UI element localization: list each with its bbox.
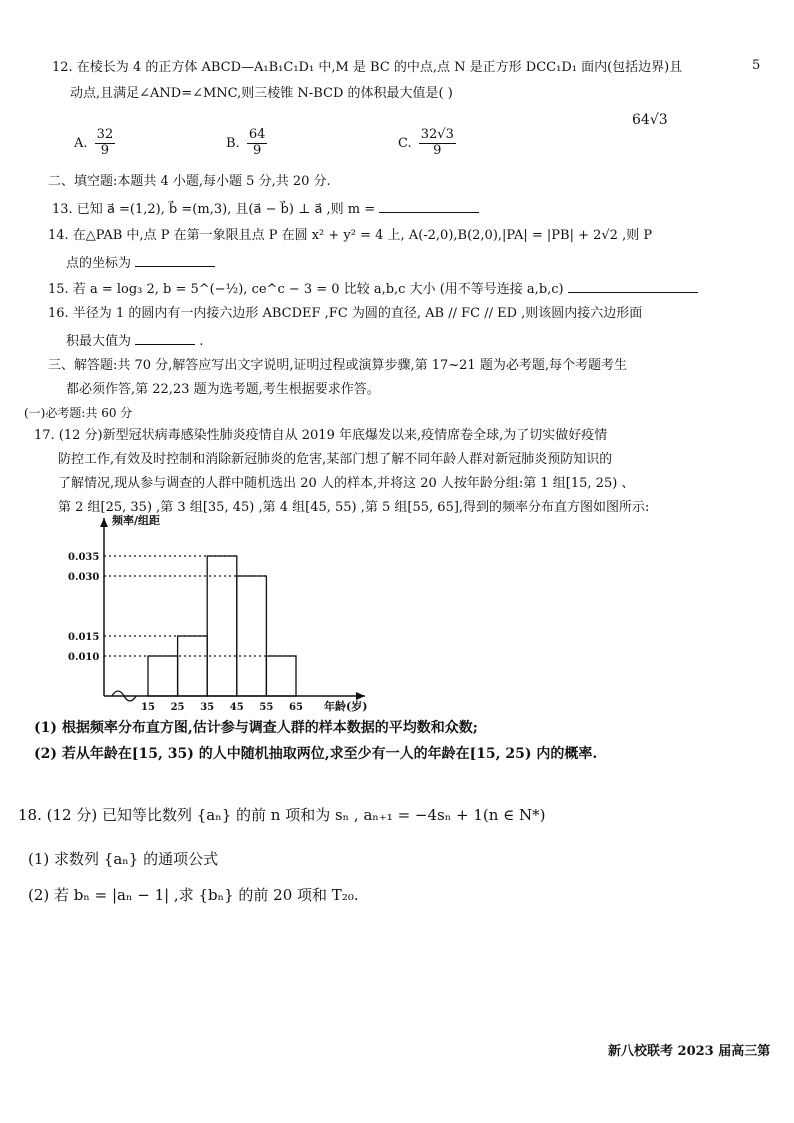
q18-line1: 18. (12 分) 已知等比数列 {aₙ} 的前 n 项和为 sₙ , aₙ₊₁ = −4sₙ + 1(n ∈ N*) — [18, 806, 546, 824]
frequency-histogram — [60, 512, 380, 712]
q13: 13. 已知 a⃗ =(1,2), b⃗ =(m,3), 且(a⃗ − b⃗) ⊥ a⃗ ,则 m = — [52, 200, 479, 218]
y-tick-label: 0.010 — [68, 652, 100, 663]
x-axis-arrow — [356, 692, 365, 700]
q17-line4: 第 2 组[25, 35) ,第 3 组[35, 45) ,第 4 组[45, 55) ,第 5 组[55, 65],得到的频率分布直方图如图所示: — [58, 500, 650, 515]
q12-line1: 12. 在棱长为 4 的正方体 ABCD—A₁B₁C₁D₁ 中,M 是 BC 的中点,点 N 是正方形 DCC₁D₁ 面内(包括边界)且 — [52, 60, 683, 75]
histogram-bar-2 — [178, 636, 208, 696]
q16-line1: 16. 半径为 1 的圆内有一内接六边形 ABCDEF ,FC 为圆的直径, AB // FC // ED ,则该圆内接六边形面 — [48, 306, 643, 321]
x-tick-label: 55 — [259, 702, 274, 712]
q14-answer-blank — [135, 254, 215, 267]
q15-answer-blank — [568, 280, 698, 293]
x-tick-label: 45 — [229, 702, 244, 712]
y-axis-arrow — [100, 518, 108, 527]
x-tick-label: 25 — [170, 702, 185, 712]
x-tick-label: 65 — [289, 702, 303, 712]
q14-line1: 14. 在△PAB 中,点 P 在第一象限且点 P 在圆 x² + y² = 4 上, A(-2,0),B(2,0),|PA| = |PB| + 2√2 ,则 P — [48, 228, 653, 243]
q13-answer-blank — [379, 200, 479, 213]
histogram-bar-1 — [148, 656, 178, 696]
y-axis-label: 频率/组距 — [112, 514, 161, 527]
page-footer: 新八校联考 2023 届高三第 — [608, 1044, 771, 1059]
q12-option-a: A. $\frac{32}{9}$ — [74, 127, 114, 158]
q17-line1: 17. (12 分)新型冠状病毒感染性肺炎疫情自从 2019 年底爆发以来,疫情席卷全球,为了切实做好疫情 — [34, 428, 608, 443]
histogram-bar-5 — [266, 656, 296, 696]
y-tick-label: 0.015 — [68, 632, 100, 643]
q12-option-b: B. $\frac{64}{9}$ — [226, 127, 266, 158]
q12-option-c-fraction: $\frac{32√3}{9}$ — [420, 127, 454, 158]
q18-sub1: (1) 求数列 {aₙ} 的通项公式 — [28, 850, 219, 868]
q16-answer-blank — [135, 332, 195, 345]
section3-line2: 都必须作答,第 22,23 题为选考题,考生根据要求作答。 — [66, 382, 380, 397]
q18-sub2: (2) 若 bₙ = |aₙ − 1| ,求 {bₙ} 的前 20 项和 T₂₀. — [28, 886, 359, 904]
x-tick-label: 35 — [200, 702, 215, 712]
x-axis-label: 年龄(岁) — [324, 700, 368, 712]
q17-sub2: (2) 若从年龄在[15, 35) 的人中随机抽取两位,求至少有一人的年龄在[15, 25) 内的概率. — [34, 746, 598, 762]
x-tick-label: 15 — [141, 702, 155, 712]
chart-reference-lines — [104, 556, 296, 656]
q16-line2: 积最大值为 . — [66, 334, 204, 349]
q17-line3: 了解情况,现从参与调查的人群中随机选出 20 人的样本,并将这 20 人按年龄分组:第 1 组[15, 25) 、 — [58, 476, 635, 491]
q17-sub1: (1) 根据频率分布直方图,估计参与调查人群的样本数据的平均数和众数; — [34, 720, 478, 736]
q12-option-a-fraction: $\frac{32}{9}$ — [96, 127, 114, 158]
section2-heading: 二、填空题:本题共 4 小题,每小题 5 分,共 20 分. — [48, 174, 331, 189]
corner-mark: 5 — [752, 58, 761, 73]
chart-bars — [148, 556, 296, 696]
q12-option-c: C. $\frac{32√3}{9}$ — [398, 127, 454, 158]
chart-axes — [100, 518, 365, 701]
histogram-bar-3 — [207, 556, 237, 696]
q12-option-d-partial: 64√3 — [632, 112, 668, 128]
q14-line2: 点的坐标为 — [66, 254, 215, 272]
y-tick-label: 0.035 — [68, 552, 100, 563]
histogram-bar-4 — [237, 576, 267, 696]
section3-line1: 三、解答题:共 70 分,解答应写出文字说明,证明过程或演算步骤,第 17~21 题为必考题,每个考题考生 — [48, 358, 627, 373]
q17-line2: 防控工作,有效及时控制和消除新冠肺炎的危害,某部门想了解不同年龄人群对新冠肺炎预防知识的 — [58, 452, 613, 467]
q15: 15. 若 a = log₃ 2, b = 5^(−½), ce^c − 3 = 0 比较 a,b,c 大小 (用不等号连接 a,b,c) — [48, 280, 698, 298]
y-tick-label: 0.030 — [68, 572, 100, 583]
q12-option-b-fraction: $\frac{64}{9}$ — [248, 127, 266, 158]
q12-line2: 动点,且满足∠AND=∠MNC,则三棱锥 N-BCD 的体积最大值是( ) — [70, 86, 453, 101]
section3-sub: (一)必考题:共 60 分 — [24, 406, 133, 420]
